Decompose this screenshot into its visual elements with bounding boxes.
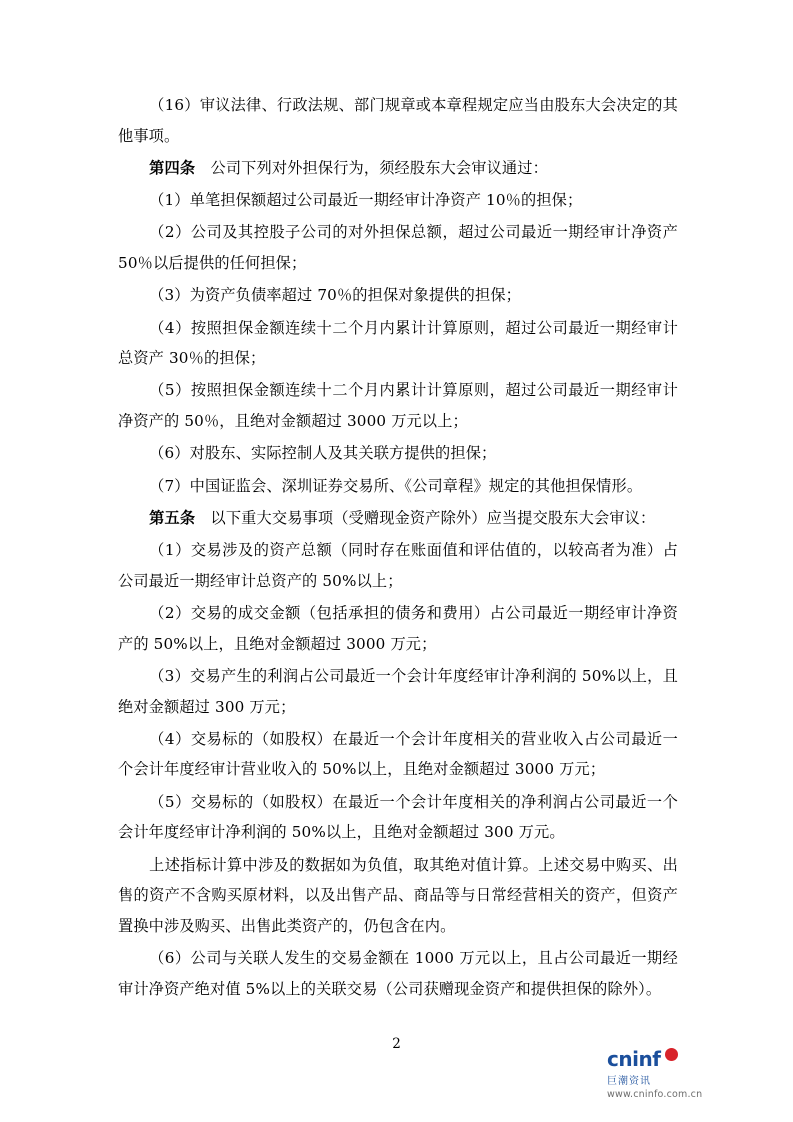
page-number: 2 (392, 1036, 401, 1052)
paragraph-text: （5）交易标的（如股权）在最近一个会计年度相关的净利润占公司最近一个会计年度经审计净利润的 50%以上，且绝对金额超过 300 万元。 (118, 792, 678, 842)
document-paragraph (118, 185, 678, 216)
watermark-logo-row (607, 1047, 757, 1071)
document-paragraph (118, 90, 678, 151)
document-paragraph (118, 535, 678, 596)
cninfo-dot-icon (665, 1048, 678, 1061)
paragraph-text: （2）公司及其控股子公司的对外担保总额，超过公司最近一期经审计净资产 50％以后提供的任何担保； (118, 223, 678, 273)
watermark-url: www.cninfo.com.cn (607, 1089, 703, 1100)
document-paragraph (118, 503, 678, 534)
paragraph-text: （1）单笔担保额超过公司最近一期经审计净资产 10％的担保； (149, 191, 583, 210)
document-paragraph (118, 153, 678, 184)
document-paragraph (118, 598, 678, 659)
paragraph-text: （4）交易标的（如股权）在最近一个会计年度相关的营业收入占公司最近一个会计年度经审计营业收入的 50%以上，且绝对金额超过 3000 万元； (118, 729, 678, 779)
article-heading: 第四条 (149, 158, 196, 177)
paragraph-text: （3）为资产负债率超过 70％的担保对象提供的担保； (149, 286, 521, 305)
paragraph-text: （2）交易的成交金额（包括承担的债务和费用）占公司最近一期经审计净资产的 50%以上，且绝对金额超过 3000 万元； (118, 603, 678, 653)
paragraph-text: 上述指标计算中涉及的数据如为负值，取其绝对值计算。上述交易中购买、出售的资产不含购买原材料，以及出售产品、商品等与日常经营相关的资产，但资产置换中涉及购买、出售此类资产的，仍包含在内。 (118, 855, 678, 936)
paragraph-text: 以下重大交易事项（受赠现金资产除外）应当提交股东大会审议： (195, 508, 656, 527)
paragraph-text: （5）按照担保金额连续十二个月内累计计算原则，超过公司最近一期经审计净资产的 50％，且绝对金额超过 3000 万元以上； (118, 381, 678, 431)
document-paragraph (118, 217, 678, 278)
cninfo-logo-text: cninf (607, 1047, 661, 1071)
document-paragraph (118, 313, 678, 374)
paragraph-text: （7）中国证监会、深圳证券交易所、《公司章程》规定的其他担保情形。 (149, 476, 643, 495)
paragraph-text: （16）审议法律、行政法规、部门规章或本章程规定应当由股东大会决定的其他事项。 (118, 96, 678, 145)
article-heading: 第五条 (149, 508, 196, 527)
paragraph-text: 公司下列对外担保行为，须经股东大会审议通过： (195, 158, 548, 177)
paragraph-text: （6）对股东、实际控制人及其关联方提供的担保； (149, 444, 497, 463)
document-paragraph (118, 787, 678, 848)
watermark (607, 1047, 757, 1100)
document-paragraph (118, 850, 678, 942)
document-paragraph (118, 943, 678, 1004)
document-paragraph (118, 724, 678, 785)
document-paragraph (118, 471, 678, 502)
paragraph-text: （4）按照担保金额连续十二个月内累计计算原则，超过公司最近一期经审计总资产 30％的担保； (118, 318, 678, 368)
paragraph-text: （6）公司与关联人发生的交易金额在 1000 万元以上，且占公司最近一期经审计净资产绝对值 5%以上的关联交易（公司获赠现金资产和提供担保的除外）。 (118, 949, 678, 998)
paragraph-text: （1）交易涉及的资产总额（同时存在账面值和评估值的，以较高者为准）占公司最近一期经审计总资产的 50%以上； (118, 541, 678, 590)
document-paragraph (118, 280, 678, 311)
watermark-cn-text: 巨潮资讯 (607, 1076, 651, 1087)
paragraph-text: （3）交易产生的利润占公司最近一个会计年度经审计净利润的 50%以上，且绝对金额超过 300 万元； (118, 666, 678, 716)
document-paragraph (118, 375, 678, 436)
document-paragraph (118, 438, 678, 469)
document-body (118, 90, 678, 1006)
document-paragraph (118, 661, 678, 722)
